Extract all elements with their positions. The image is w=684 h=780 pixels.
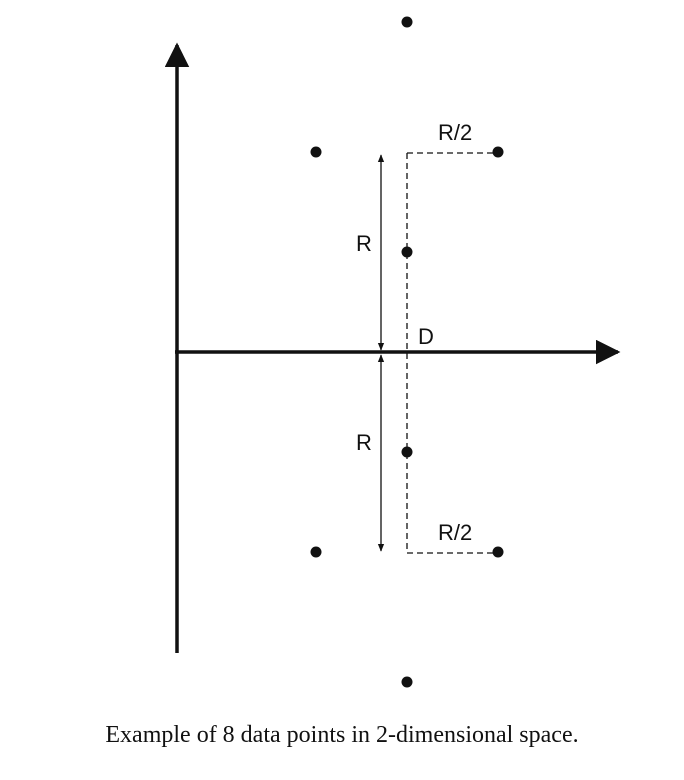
data-point-1 bbox=[402, 17, 413, 28]
data-point-6 bbox=[311, 547, 322, 558]
lower-half-radius-label: R/2 bbox=[438, 520, 473, 545]
lower-radius-label: R bbox=[356, 430, 372, 455]
data-point-8 bbox=[402, 677, 413, 688]
data-point-4 bbox=[402, 247, 413, 258]
upper-half-radius-label: R/2 bbox=[438, 120, 473, 145]
data-point-7 bbox=[493, 547, 504, 558]
figure-caption: Example of 8 data points in 2-dimensional space. bbox=[105, 722, 579, 748]
data-point-3 bbox=[493, 147, 504, 158]
data-point-5 bbox=[402, 447, 413, 458]
data-point-2 bbox=[311, 147, 322, 158]
origin-label-d: D bbox=[418, 324, 434, 349]
upper-radius-label: R bbox=[356, 231, 372, 256]
